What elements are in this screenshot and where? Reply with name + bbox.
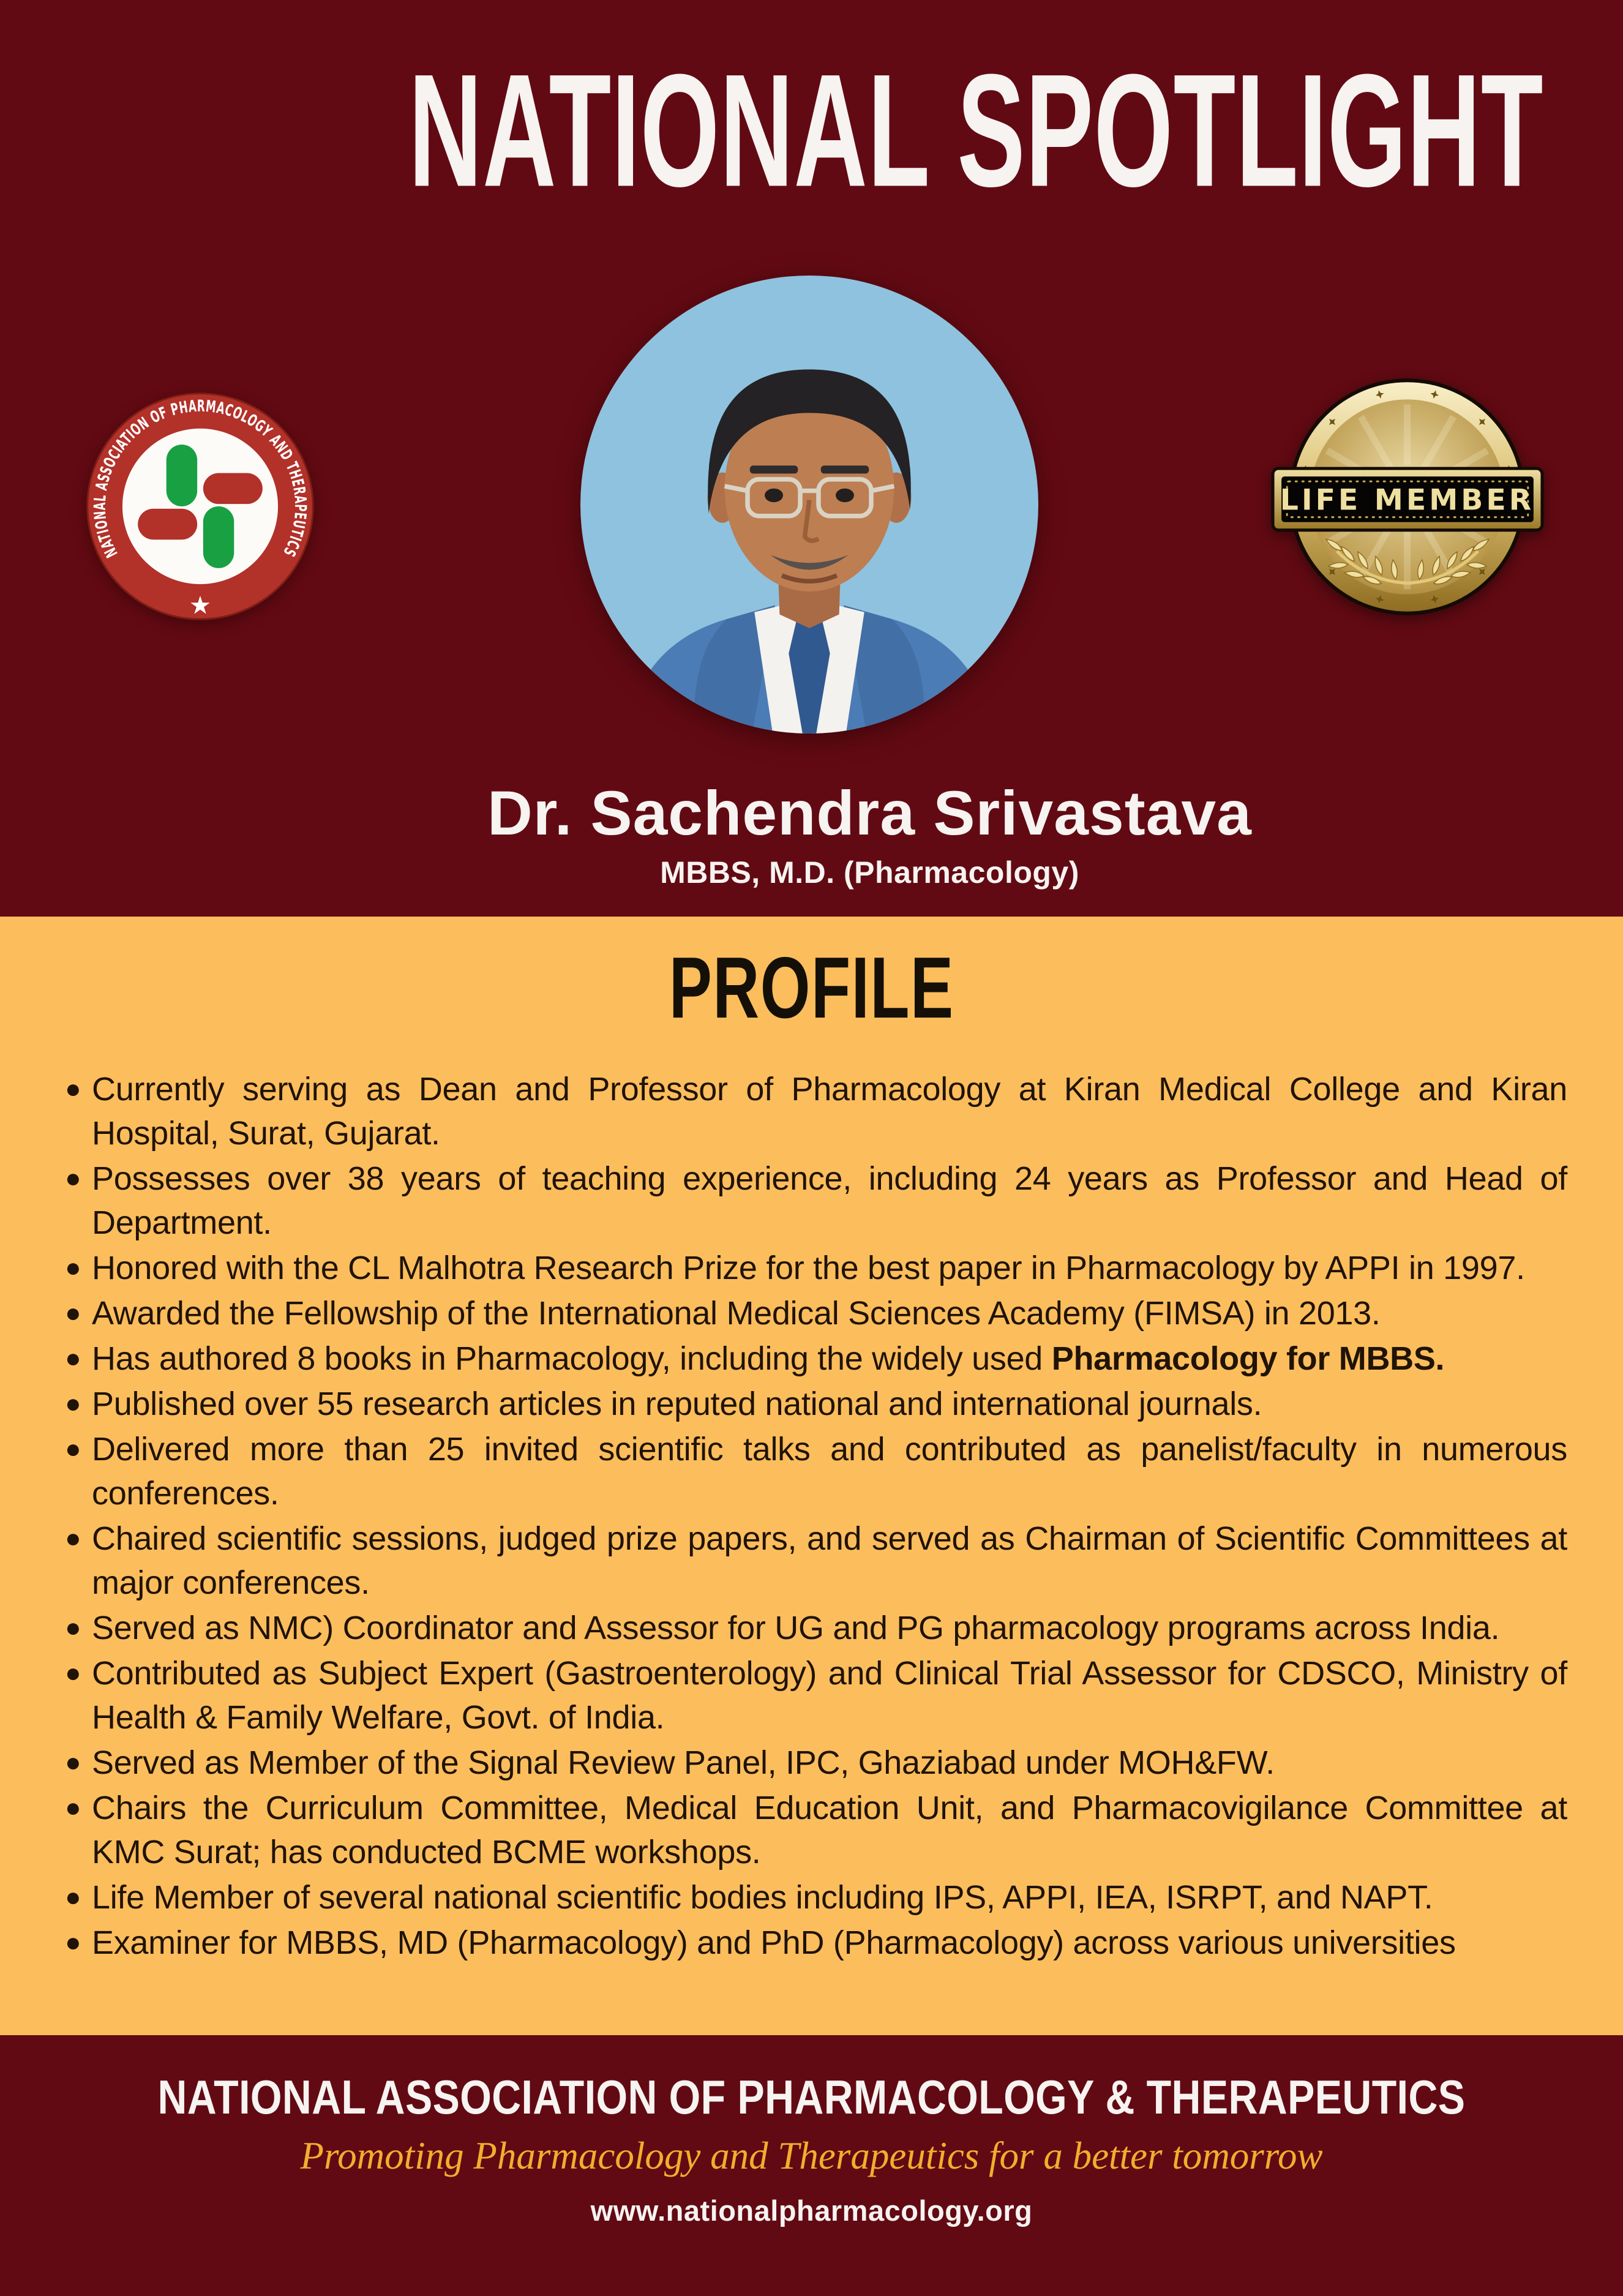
- bullet-dot: ●: [65, 1389, 81, 1419]
- bullet-text: Awarded the Fellowship of the International Medical Sciences Academy (FIMSA) in 2013.: [92, 1295, 1381, 1332]
- bullet-dot: ●: [65, 1793, 81, 1823]
- profile-bullet: [61, 1606, 1567, 1650]
- eyebrow-right: [821, 465, 869, 473]
- star-icon: ★: [189, 590, 212, 620]
- profile-heading: [0, 917, 1623, 1037]
- logo-inner-circle: [122, 429, 278, 584]
- footer-tagline: Promoting Pharmacology and Therapeutics for a better tomorrow: [300, 2134, 1323, 2177]
- footer-organization-text: NATIONAL ASSOCIATION OF PHARMACOLOGY & THERAPEUTICS: [157, 2070, 1466, 2124]
- eye-right: [836, 489, 854, 502]
- bullet-text: Honored with the CL Malhotra Research Prize for the best paper in Pharmacology by APPI in 1997.: [92, 1250, 1525, 1286]
- page-title: [116, 41, 1623, 220]
- profile-bullet: [61, 1291, 1567, 1335]
- profile-bullet: [61, 1741, 1567, 1785]
- bullet-dot: ●: [65, 1253, 81, 1283]
- bullet-dot: ●: [65, 1343, 81, 1373]
- profile-heading-text: PROFILE: [669, 939, 954, 1037]
- header-section: [0, 0, 1623, 917]
- bullet-dot: ●: [65, 1434, 81, 1464]
- bullet-text: Served as NMC) Coordinator and Assessor for UG and PG pharmacology programs across India.: [92, 1610, 1500, 1646]
- footer-website: www.nationalpharmacology.org: [590, 2194, 1033, 2227]
- bullet-dot: ●: [65, 1523, 81, 1553]
- profile-bullet: [61, 1427, 1567, 1515]
- footer-section: [0, 2035, 1623, 2296]
- profile-bullet: [61, 1875, 1567, 1919]
- badge-banner: [1273, 468, 1542, 530]
- bullet-dot: ●: [65, 1927, 81, 1957]
- life-member-badge: [1270, 366, 1545, 634]
- profile-section: [0, 917, 1623, 2035]
- profile-bullet: [61, 1651, 1567, 1739]
- profile-bullet: [61, 1382, 1567, 1426]
- bullet-text: Delivered more than 25 invited scientific talks and contributed as panelist/faculty in numerous conferences.: [92, 1431, 1567, 1512]
- profile-bullet: [61, 1246, 1567, 1290]
- bullet-dot: ●: [65, 1658, 81, 1688]
- bullet-text: Served as Member of the Signal Review Panel, IPC, Ghaziabad under MOH&FW.: [92, 1744, 1275, 1781]
- association-logo: [81, 388, 319, 625]
- eye-left: [765, 489, 783, 502]
- capsule-green-bottom: [203, 506, 234, 568]
- eyebrow-left: [750, 465, 798, 473]
- portrait-photo: [580, 276, 1038, 733]
- page-title-text: NATIONAL SPOTLIGHT: [408, 41, 1544, 220]
- bullet-text: Examiner for MBBS, MD (Pharmacology) and PhD (Pharmacology) across various universities: [92, 1924, 1456, 1961]
- bullet-dot: ●: [65, 1298, 81, 1328]
- bullet-dot: ●: [65, 1882, 81, 1912]
- profile-bullet-list: [61, 1067, 1567, 1965]
- person-name: Dr. Sachendra Srivastava: [487, 778, 1252, 848]
- bullet-text: Possesses over 38 years of teaching experience, including 24 years as Professor and Head of Department.: [92, 1160, 1567, 1241]
- person-credentials: MBBS, M.D. (Pharmacology): [660, 855, 1079, 890]
- profile-bullet: [61, 1337, 1567, 1381]
- bullet-text: Has authored 8 books in Pharmacology, including the widely used Pharmacology for MBBS.: [92, 1340, 1445, 1377]
- profile-bullet: [61, 1067, 1567, 1155]
- profile-bullet: [61, 1157, 1567, 1245]
- bullet-dot: ●: [65, 1163, 81, 1193]
- bullet-dot: ●: [65, 1074, 81, 1104]
- bullet-dot: ●: [65, 1613, 81, 1643]
- bullet-text: Published over 55 research articles in reputed national and international journals.: [92, 1386, 1262, 1422]
- bullet-text: Currently serving as Dean and Professor of Pharmacology at Kiran Medical College and Kiran Hospital, Surat, Gujarat.: [92, 1071, 1567, 1152]
- profile-bullet: [61, 1786, 1567, 1874]
- bullet-text: Chaired scientific sessions, judged prize papers, and served as Chairman of Scientific Committees at major conferences.: [92, 1520, 1567, 1601]
- capsule-red-right: [203, 473, 263, 504]
- bullet-text: Life Member of several national scientific bodies including IPS, APPI, IEA, ISRPT, and NAPT.: [92, 1879, 1433, 1916]
- badge-label: LIFE MEMBER: [1280, 483, 1535, 517]
- capsule-green-top: [167, 445, 197, 506]
- bullet-text: Contributed as Subject Expert (Gastroenterology) and Clinical Trial Assessor for CDSCO, Ministry of Health & Family Welfare, Govt. of India.: [92, 1655, 1567, 1736]
- badge-medal: [1273, 378, 1542, 615]
- capsule-red-left: [138, 509, 197, 539]
- profile-bullet: [61, 1517, 1567, 1605]
- bullet-dot: ●: [65, 1747, 81, 1777]
- footer-organization: [0, 2035, 1623, 2124]
- profile-bullet: [61, 1921, 1567, 1965]
- bullet-text: Chairs the Curriculum Committee, Medical Education Unit, and Pharmacovigilance Committee at KMC Surat; has conducted BCME workshops.: [92, 1790, 1567, 1870]
- logo-ring-text: NATIONAL ASSOCIATION OF PHARMACOLOGY AND THERAPEUTICS: [91, 397, 310, 564]
